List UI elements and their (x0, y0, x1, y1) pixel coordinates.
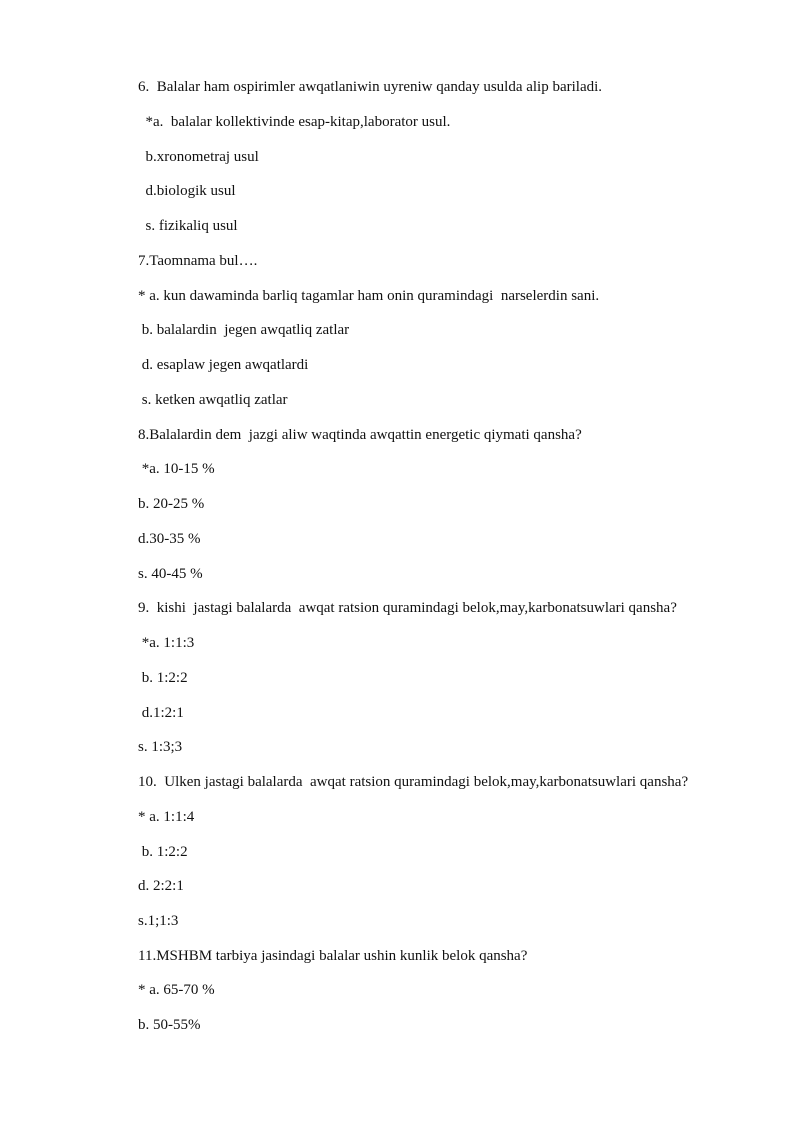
question-10-option-a: * a. 1:1:4 (138, 809, 195, 825)
question-7-option-s: s. ketken awqatliq zatlar (138, 392, 288, 408)
question-7-option-b: b. balalardin jegen awqatliq zatlar (138, 322, 350, 338)
question-11-option-a: * a. 65-70 % (138, 982, 215, 998)
question-9: 9. kishi jastagi balalarda awqat ratsion quramindagi belok,may,karbonatsuwlari qansha? (138, 600, 677, 616)
question-9-option-d: d.1:2:1 (138, 705, 184, 721)
question-10-option-b: b. 1:2:2 (138, 844, 188, 860)
question-9-option-b: b. 1:2:2 (138, 670, 188, 686)
question-9-option-s: s. 1:3;3 (138, 739, 183, 755)
question-8-option-b: b. 20-25 % (138, 496, 205, 512)
question-10: 10. Ulken jastagi balalarda awqat ratsion quramindagi belok,may,karbonatsuwlari qansha? (138, 774, 689, 790)
question-8: 8.Balalardin dem jazgi aliw waqtinda awqattin energetic qiymati qansha? (138, 427, 582, 443)
question-11: 11.MSHBM tarbiya jasindagi balalar ushin kunlik belok qansha? (138, 948, 528, 964)
question-9-option-a: *a. 1:1:3 (138, 635, 195, 651)
question-8-option-a: *a. 10-15 % (138, 461, 215, 477)
question-7-option-d: d. esaplaw jegen awqatlardi (138, 357, 309, 373)
question-6-option-s: s. fizikaliq usul (138, 218, 238, 234)
question-11-option-b: b. 50-55% (138, 1017, 201, 1033)
question-6: 6. Balalar ham ospirimler awqatlaniwin uyreniw qanday usulda alip bariladi. (138, 79, 603, 95)
question-8-option-s: s. 40-45 % (138, 566, 203, 582)
question-10-option-d: d. 2:2:1 (138, 878, 184, 894)
question-6-option-d: d.biologik usul (138, 183, 236, 199)
question-10-option-s: s.1;1:3 (138, 913, 179, 929)
question-6-option-a: *a. balalar kollektivinde esap-kitap,laborator usul. (138, 114, 451, 130)
question-7: 7.Taomnama bul…. (138, 253, 258, 269)
question-6-option-b: b.xronometraj usul (138, 149, 259, 165)
question-8-option-d: d.30-35 % (138, 531, 201, 547)
question-7-option-a: * a. kun dawaminda barliq tagamlar ham onin quramindagi narselerdin sani. (138, 288, 600, 304)
